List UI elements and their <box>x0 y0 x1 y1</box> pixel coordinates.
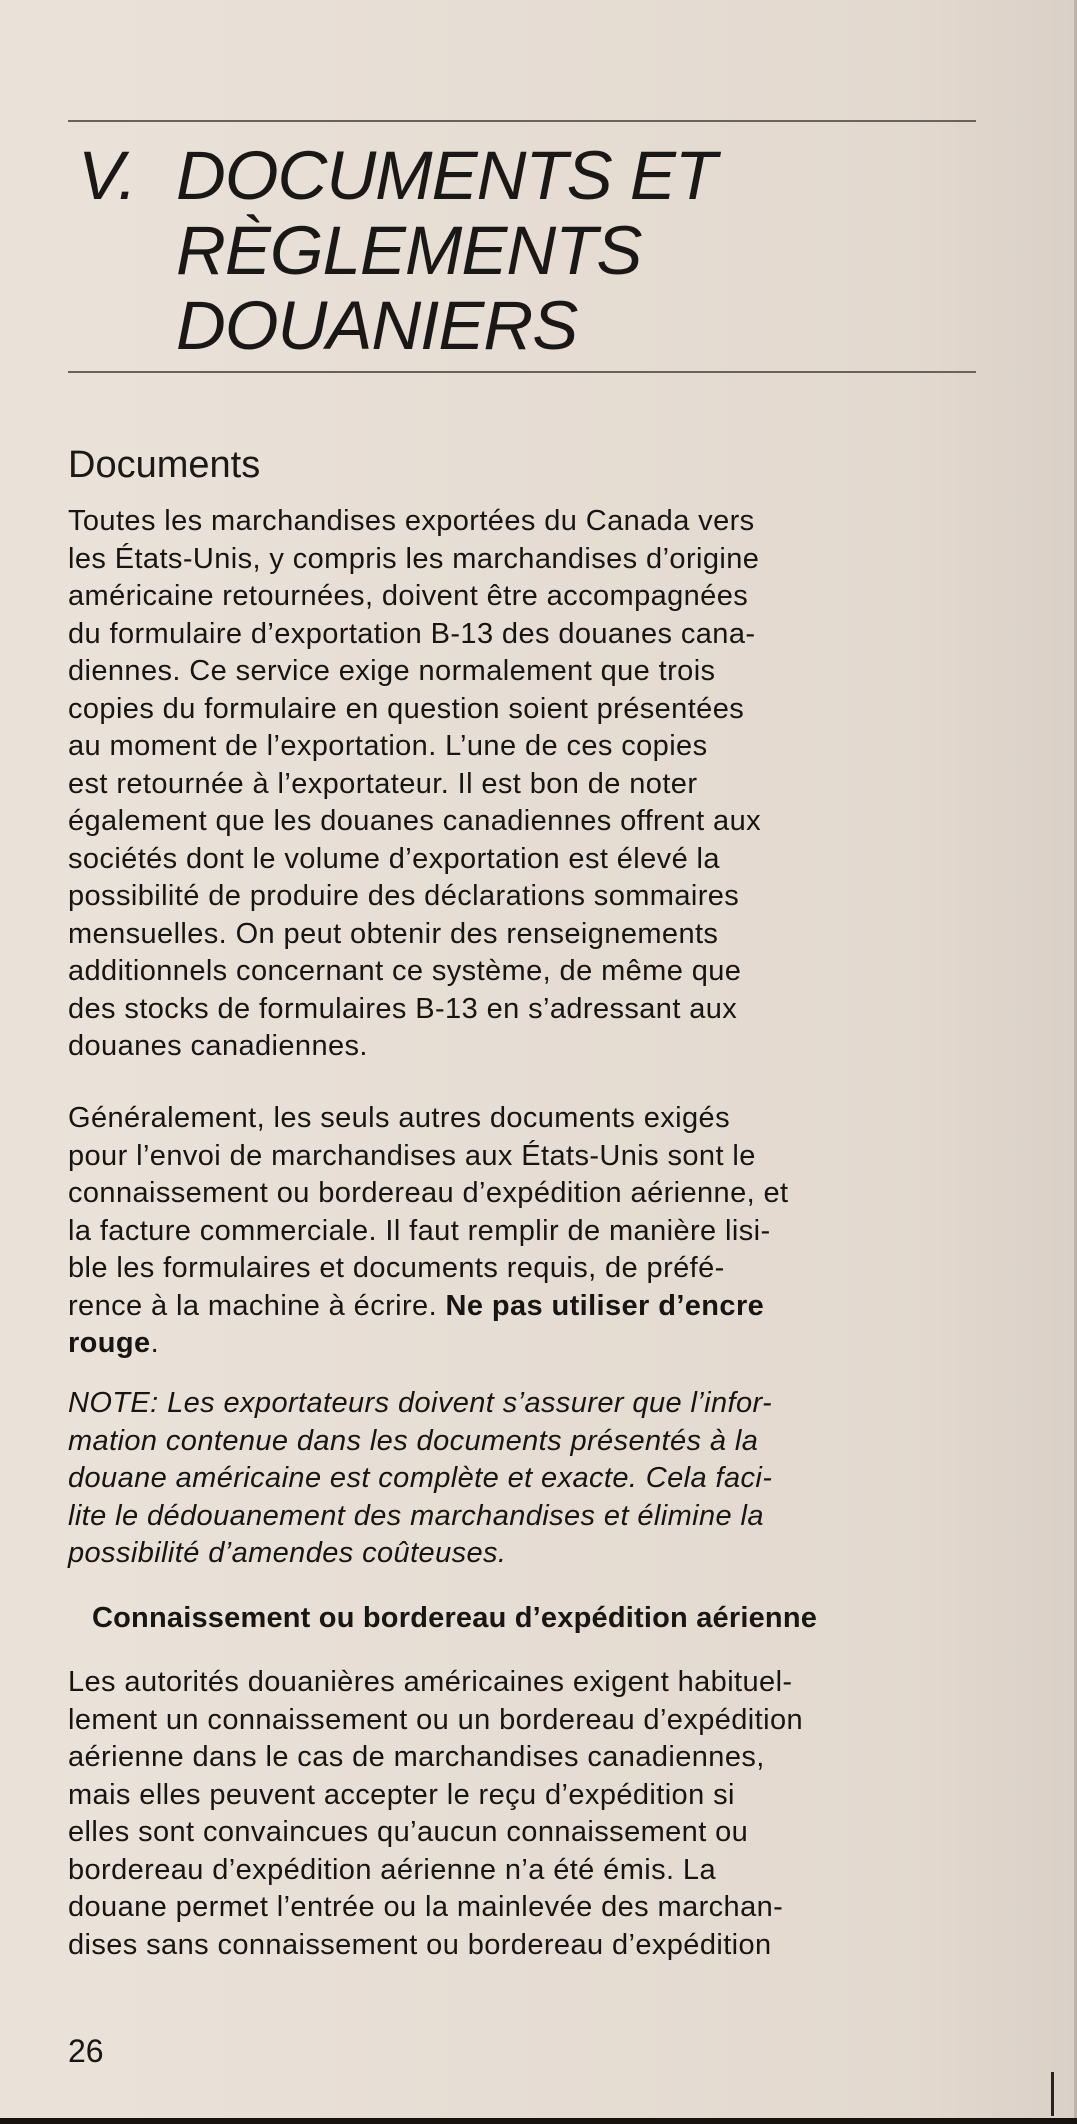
note-line: mation contenue dans les documents présentés à la <box>68 1424 759 1457</box>
paragraph-documents-intro <box>68 503 968 1066</box>
text-line: ble les formulaires et documents requis, de préfé- <box>68 1252 725 1284</box>
text-line: douane permet l’entrée ou la mainlevée des marchan- <box>68 1891 784 1923</box>
text-line: copies du formulaire en question soient présentées <box>68 692 745 725</box>
text-segment: rence à la machine à écrire. <box>68 1289 446 1322</box>
chapter-title-line-2: RÈGLEMENTS <box>176 212 642 289</box>
text-line: lement un connaissement ou un bordereau d’expédition <box>68 1703 804 1736</box>
note-line: douane américaine est complète et exacte. Cela faci- <box>68 1462 773 1494</box>
text-line: mensuelles. On peut obtenir des renseignements <box>68 917 719 950</box>
page-fold-mark <box>1051 2072 1054 2116</box>
note-line: lite le dédouanement des marchandises et élimine la <box>68 1499 764 1532</box>
paragraph-other-documents <box>68 1100 968 1363</box>
title-top-rule <box>68 120 976 122</box>
text-line: également que les douanes canadiennes offrent aux <box>68 805 762 837</box>
text-line: sociétés dont le volume d’exportation est élevé la <box>68 842 720 875</box>
text-line: la facture commerciale. Il faut remplir de manière lisi- <box>68 1214 771 1247</box>
text-line: connaissement ou bordereau d’expédition aérienne, et <box>68 1177 789 1209</box>
note-line: NOTE: Les exportateurs doivent s’assurer que l’infor- <box>68 1387 773 1419</box>
text-line: elles sont convaincues qu’aucun connaissement ou <box>68 1816 749 1848</box>
text-line: américaine retournées, doivent être accompagnées <box>68 580 749 612</box>
text-line: du formulaire d’exportation B-13 des douanes cana- <box>68 617 756 650</box>
warning-text-end: rouge <box>68 1327 151 1359</box>
text-line: douanes canadiennes. <box>68 1030 368 1062</box>
chapter-title <box>78 138 938 363</box>
section-heading-documents: Documents <box>68 444 261 486</box>
text-line <box>68 1288 968 1326</box>
page-bottom-edge <box>0 2118 1077 2124</box>
text-line: possibilité de produire des déclarations sommaires <box>68 880 740 912</box>
page-number: 26 <box>68 2033 104 2069</box>
text-line: dises sans connaissement ou bordereau d’expédition <box>68 1928 772 1961</box>
chapter-number: V. <box>78 137 137 214</box>
chapter-title-text-1: DOCUMENTS ET <box>176 137 716 214</box>
warning-text: Ne pas utiliser d’encre <box>445 1289 765 1322</box>
text-line: les États-Unis, y compris les marchandises d’origine <box>68 542 760 575</box>
text-line: bordereau d’expédition aérienne n’a été émis. La <box>68 1853 716 1886</box>
text-line: additionnels concernant ce système, de même que <box>68 955 742 987</box>
text-line: mais elles peuvent accepter le reçu d’expédition si <box>68 1778 735 1811</box>
text-period: . <box>150 1327 160 1359</box>
text-line: est retournée à l’exportateur. Il est bon de noter <box>68 767 698 800</box>
text-line: aérienne dans le cas de marchandises canadiennes, <box>68 1741 765 1773</box>
text-line: diennes. Ce service exige normalement que trois <box>68 655 716 687</box>
note-line: possibilité d’amendes coûteuses. <box>68 1537 507 1569</box>
paragraph-bill-of-lading <box>68 1664 968 1964</box>
text-line: pour l’envoi de marchandises aux États-Unis sont le <box>68 1139 756 1172</box>
text-line <box>68 1325 968 1363</box>
text-line: Toutes les marchandises exportées du Canada vers <box>68 505 755 537</box>
text-line: des stocks de formulaires B-13 en s’adressant aux <box>68 992 738 1025</box>
chapter-title-line-1 <box>78 138 938 213</box>
title-bottom-rule <box>68 371 976 373</box>
text-line: Généralement, les seuls autres documents exigés <box>68 1102 730 1134</box>
text-line: au moment de l’exportation. L’une de ces copies <box>68 730 708 762</box>
subsection-heading: Connaissement ou bordereau d’expédition aérienne <box>92 1602 818 1634</box>
note-paragraph <box>68 1385 968 1573</box>
chapter-title-line-3: DOUANIERS <box>176 287 578 364</box>
text-line: Les autorités douanières américaines exigent habituel- <box>68 1666 793 1698</box>
